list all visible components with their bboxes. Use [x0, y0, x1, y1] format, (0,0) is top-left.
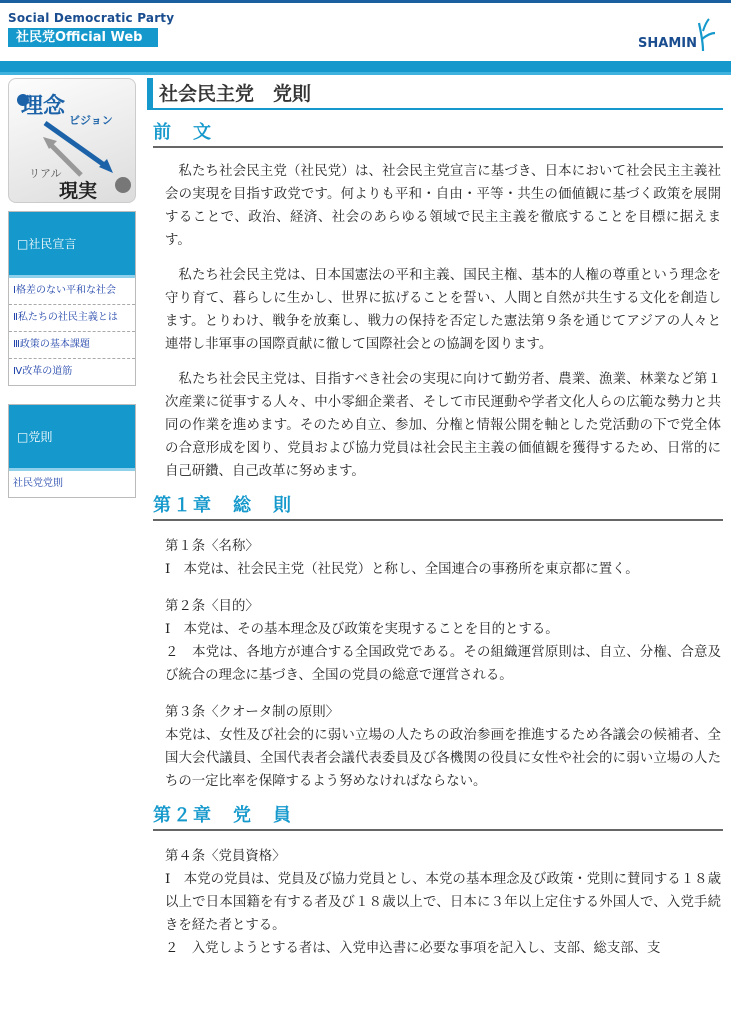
vision-reality-banner[interactable]: [8, 78, 136, 203]
article-3: [165, 701, 721, 793]
nav-item-declaration-4[interactable]: Ⅳ改革の道筋: [13, 366, 73, 377]
article-1: [165, 535, 721, 581]
page-title: 社会民主党 党則: [147, 78, 723, 110]
chapter2-heading: 第２章 党 員: [153, 803, 723, 831]
main-content: [147, 78, 723, 960]
chapter1-heading: 第１章 総 則: [153, 493, 723, 521]
header-strip: [0, 72, 731, 75]
nav-declaration-heading: □社民宣言: [9, 212, 135, 278]
preamble-paragraph-3: 私たち社会民主党は、目指すべき社会の実現に向けて勤労者、農業、漁業、林業など第１次産業に従事する人々、中小零細企業者、そして市民運動や学者文化人らの広範な勢力と共同の作業を進めます。そのため自立、参加、分権と情報公開を軸とした党活動の下で党全体の合意形成を図り、党員および協力党員は社会民主主義の価値観を獲得するため、日常的に自己研鑽、自己改革に努めます。: [165, 372, 721, 479]
shamin-logo[interactable]: [607, 17, 717, 51]
shamin-logo-text: SHAMIN: [638, 36, 697, 51]
preamble-heading: 前 文: [153, 120, 723, 148]
nav-item-rules-1[interactable]: 社民党党則: [13, 478, 63, 489]
article-1-title: 第１条〈名称〉: [165, 539, 259, 554]
nav-item-declaration-2[interactable]: Ⅱ私たちの社民主義とは: [9, 305, 135, 332]
sidebar: [8, 78, 136, 498]
banner-real: リアル: [29, 167, 62, 180]
nav-item-declaration-3[interactable]: Ⅲ政策の基本課題: [9, 332, 135, 359]
article-3-title: 第３条〈クオータ制の原則〉: [165, 705, 340, 720]
preamble-paragraph-1: 私たち社会民主党（社民党）は、社会民主党宣言に基づき、日本において社会民主主義社会の実現を目指す政党です。何よりも平和・自由・平等・共生の価値観に基づく政策を展開することで、政治、経済、社会のあらゆる領域で民主主義を徹底することを目標に据えます。: [165, 164, 721, 248]
article-2-clause-2: ２ 本党は、各地方が連合する全国政党である。その組織運営原則は、自立、分権、合意及び統合の理念に基づき、全国の党員の総意で運営される。: [165, 645, 721, 683]
nav-declaration: [8, 211, 136, 386]
banner-rinen: 理念: [21, 94, 66, 119]
article-4-clause-1: Ⅰ 本党の党員は、党員及び協力党員とし、本党の基本理念及び政策・党則に賛同する１８歳以上で日本国籍を有する者及び１８歳以上で、日本に３年以上定住する外国人で、入党手続きを経た者とする。: [165, 872, 721, 933]
brand-japanese[interactable]: 社民党Official Web: [8, 28, 158, 47]
sprout-icon: [693, 17, 717, 51]
nav-item-declaration-1[interactable]: Ⅰ格差のない平和な社会: [9, 278, 135, 305]
article-4-clause-2: ２ 入党しようとする者は、入党申込書に必要な事項を記入し、支部、総支部、支: [165, 941, 661, 956]
article-2-clause-1: Ⅰ 本党は、その基本理念及び政策を実現することを目的とする。: [165, 622, 559, 637]
article-3-clause-1: 本党は、女性及び社会的に弱い立場の人たちの政治参画を推進するため各議会の候補者、全国大会代議員、全国代表者会議代表委員及び各機関の役員に女性や社会的に弱い立場の人たちの一定比率を保障するよう努めなければならない。: [165, 728, 721, 789]
site-header: [0, 3, 731, 61]
article-2: [165, 595, 721, 687]
banner-vision: ビジョン: [69, 114, 113, 127]
banner-genjitsu: 現実: [59, 180, 98, 202]
nav-rules-heading: □党則: [9, 405, 135, 471]
article-2-title: 第２条〈目的〉: [165, 599, 259, 614]
nav-rules: [8, 404, 136, 498]
article-4: [165, 845, 721, 960]
brand-english[interactable]: Social Democratic Party: [8, 11, 175, 25]
preamble-paragraph-2: 私たち社会民主党は、日本国憲法の平和主義、国民主権、基本的人権の尊重という理念を守り育て、暮らしに生かし、世界に拡げることを誓い、人間と自然が共生する文化を創造します。とりわけ、戦争を放棄し、戦力の保持を否定した憲法第９条を通じてアジアの人々と連帯し非軍事の国際貢献に徹して国際社会との協調を図ります。: [165, 268, 721, 352]
article-1-clause-1: Ⅰ 本党は、社会民主党（社民党）と称し、全国連合の事務所を東京都に置く。: [165, 562, 639, 577]
article-4-title: 第４条〈党員資格〉: [165, 849, 286, 864]
